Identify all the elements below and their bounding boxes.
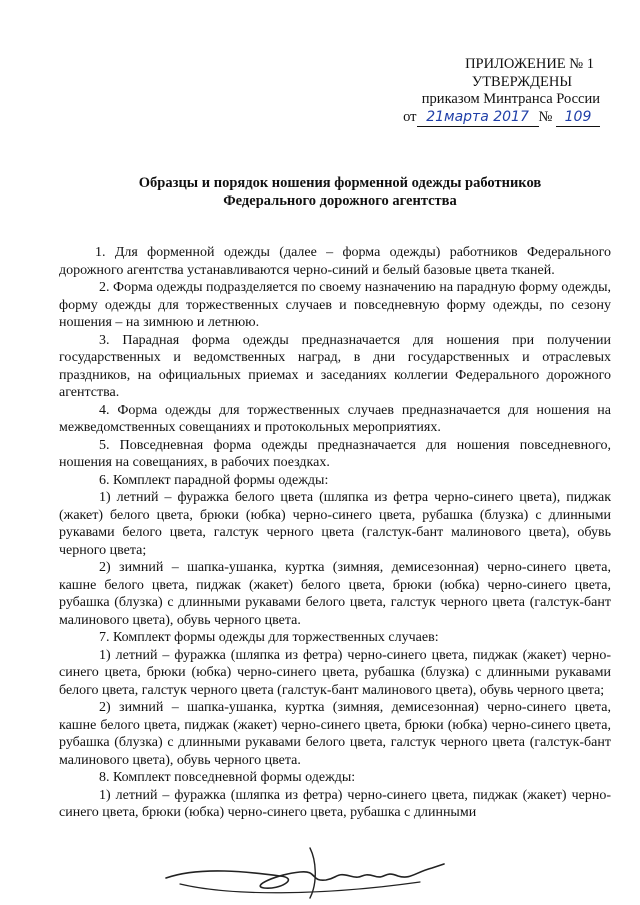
paragraph: 1) летний – фуражка белого цвета (шляпка из фетра черно-синего цвета), пиджак (жакет) белого цвета, брюки (юбка) черно-синего цвета, рубашка (блузка) с длинными рукавами белого цвета, галстук черного цвета (галстук-бант малинового цвета), обувь черного цвета; <box>59 490 611 558</box>
document-title <box>60 174 620 210</box>
from-label: от <box>403 108 417 125</box>
paragraph: 4. Форма одежды для торжественных случаев предназначается для ношения на межведомственных совещаниях и протокольных мероприятиях. <box>59 402 611 435</box>
paragraph: 1) летний – фуражка (шляпка из фетра) черно-синего цвета, пиджак (жакет) черно-синего цвета, брюки (юбка) черно-синего цвета, рубашка с длинными <box>59 787 611 820</box>
paragraph: 2) зимний – шапка-ушанка, куртка (зимняя, демисезонная) черно-синего цвета, кашне белого цвета, пиджак (жакет) белого цвета, брюки (юбка) черно-синего цвета, рубашка (блузка) с длинными рукавами белого цвета, галстук черного цвета (галстук-бант малинового цвета), обувь черного цвета. <box>59 560 611 628</box>
order-date-line <box>360 109 600 128</box>
number-label: № <box>538 108 553 125</box>
appendix-number: ПРИЛОЖЕНИЕ № 1 <box>465 56 594 72</box>
paragraph: 5. Повседневная форма одежды предназначается для ношения повседневного, ношения на совещаниях, в рабочих поездках. <box>59 437 611 470</box>
paragraph: 7. Комплект формы одежды для торжественных случаев: <box>99 630 439 645</box>
document-body <box>59 244 611 822</box>
paragraph: 3. Парадная форма одежды предназначается для ношения при получении государственных и ведомственных наград, в дни государственных и отраслевых праздников, на официальных приемах и заседаниях коллегии Федерального дорожного агентства. <box>59 332 611 400</box>
paragraph: 1) летний – фуражка (шляпка из фетра) черно-синего цвета, пиджак (жакет) черно-синего цвета, брюки (юбка) черно-синего цвета, рубашка (блузка) с длинными рукавами белого цвета, галстук черного цвета (галстук-бант малинового цвета), обувь черного цвета; <box>59 647 611 698</box>
handwritten-number: 109 <box>556 109 600 128</box>
signature-scribble <box>160 838 450 902</box>
order-issuer: приказом Минтранса России <box>421 91 600 107</box>
title-line-2: Федерального дорожного агентства <box>223 193 457 209</box>
paragraph: 6. Комплект парадной формы одежды: <box>99 472 329 488</box>
title-line-1: Образцы и порядок ношения форменной одежды работников <box>138 175 542 191</box>
paragraph: 8. Комплект повседневной формы одежды: <box>99 770 356 785</box>
paragraph: 2) зимний – шапка-ушанка, куртка (зимняя, демисезонная) черно-синего цвета, кашне белого цвета, пиджак (жакет) черно-синего цвета, брюки (юбка) черно-синего цвета, рубашка (блузка) с длинными рукавами белого цвета, галстук черного цвета (галстук-бант малинового цвета), обувь черного цвета. <box>59 700 611 768</box>
paragraph: 2. Форма одежды подразделяется по своему назначению на парадную форму одежды, форму одежды для торжественных случаев и повседневную форму одежды, по сезону ношения – на зимнюю и летнюю. <box>59 280 611 330</box>
handwritten-date: 21марта 2017 <box>417 109 539 128</box>
approved-label: УТВЕРЖДЕНЫ <box>471 73 572 90</box>
paragraph: 1. Для форменной одежды (далее – форма одежды) работников Федерального дорожного агентства устанавливаются черно-синий и белый базовые цвета тканей. <box>59 245 611 278</box>
appendix-block <box>360 56 600 127</box>
